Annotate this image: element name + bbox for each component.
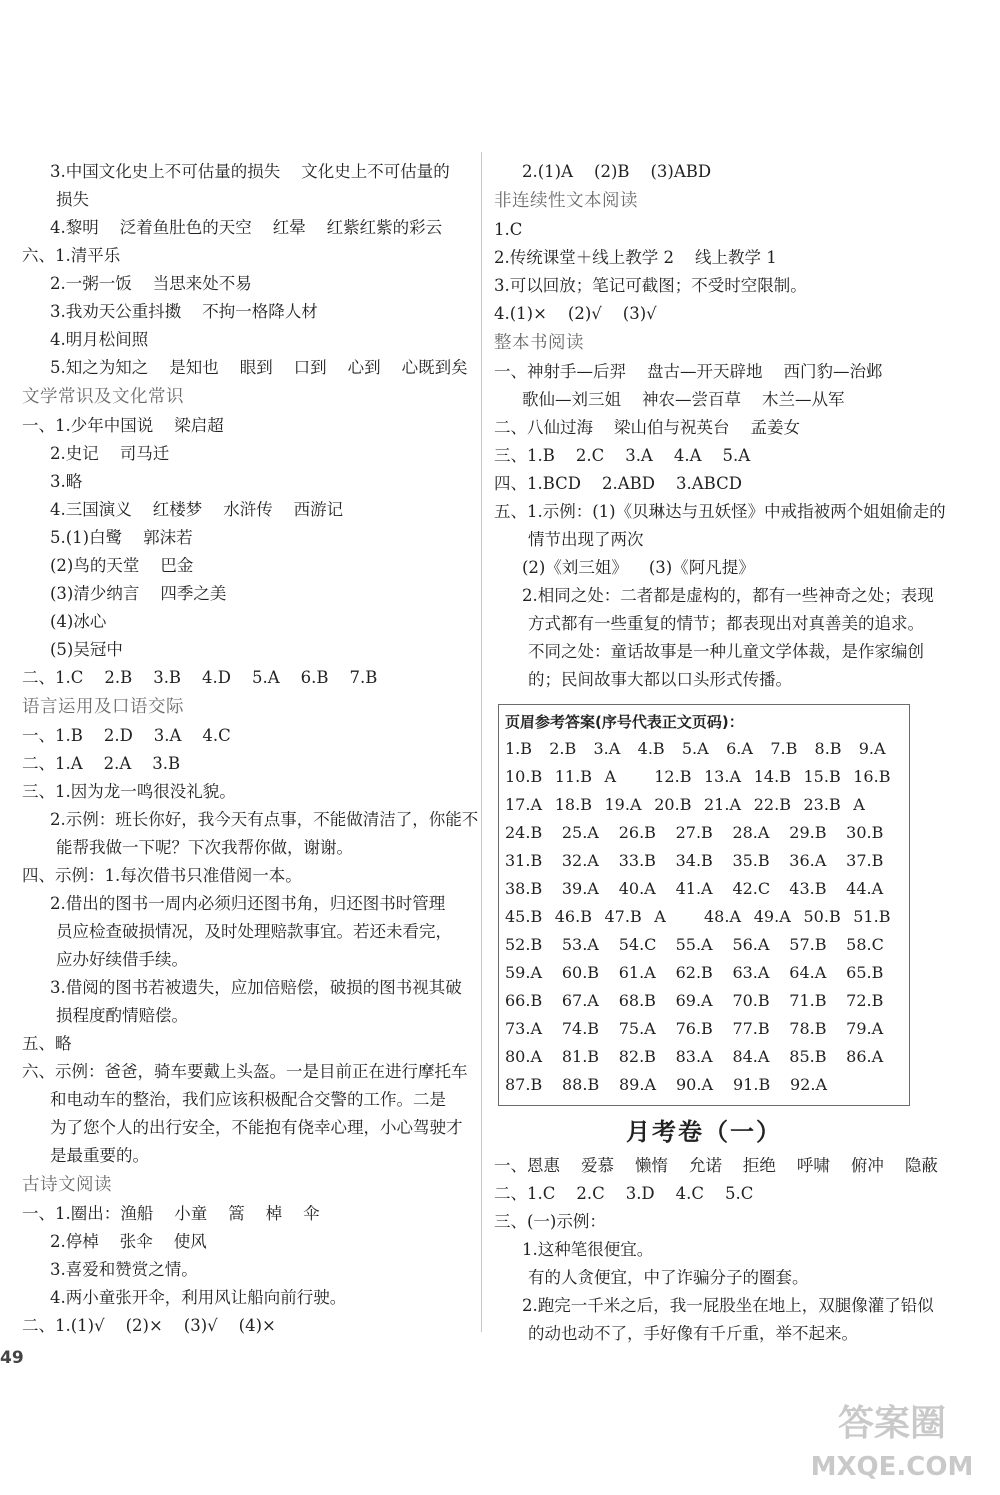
answer-line: 损程度酌情赔偿。 [56,1006,188,1025]
answer-cell: 54.C [618,935,657,954]
answer-line: (5)吴冠中 [50,640,123,659]
answer-row [505,735,903,763]
answer-line: 的；民间故事大都以口头形式传播。 [528,670,792,689]
answer-line: 2.示例：班长你好，我今天有点事，不能做清洁了，你能不 [50,810,479,829]
answer-cell: 57.B [789,935,827,954]
answer-cell: 20.B [654,795,692,814]
answer-cell: 24.B [505,823,543,842]
answer-cell: 18.B [554,795,592,814]
answer-line: 二、八仙过海 梁山伯与祝英台 孟姜女 [494,418,800,437]
answer-cell: 70.B [732,991,770,1010]
answer-cell: 15.B [803,767,841,786]
answer-line: 1.C [494,220,523,239]
answer-line: 四、1.BCD 2.ABD 3.ABCD [494,474,742,493]
answer-line: 4.两小童张开伞，利用风让船向前行驶。 [50,1288,347,1307]
answer-cell: 85.B [789,1047,827,1066]
answer-row [505,791,903,819]
answer-cell: 42.C [732,879,771,898]
answer-line: 2.史记 司马迁 [50,444,170,463]
answer-line: 3.喜爱和赞赏之情。 [50,1260,198,1279]
answer-cell: 50.B [803,907,841,926]
answer-cell: 3.A [593,739,621,758]
answer-cell: 13.A [704,767,741,786]
answer-line: (4)冰心 [50,612,107,631]
answer-cell: 91.B [733,1075,771,1094]
answer-cell: 62.B [675,963,713,982]
answer-cell: 73.A [505,1019,542,1038]
answer-cell: 32.A [561,851,599,870]
answer-line: 4.三国演义 红楼梦 水浒传 西游记 [50,500,344,519]
answer-cell: 92.A [790,1075,827,1094]
section-heading: 语言运用及口语交际 [22,697,184,717]
watermark-title: 答案圈 [837,1403,947,1444]
section-heading: 整本书阅读 [494,333,584,353]
answer-line: 3.中国文化史上不可估量的损失 文化史上不可估量的 [50,162,450,181]
answer-cell: 79.A [846,1019,884,1038]
answer-cell: 58.C [846,935,884,954]
answer-line: 4.明月松间照 [50,330,149,349]
answer-row [505,763,903,791]
answer-line: 六、示例：爸爸，骑车要戴上头盔。一是目前正在进行摩托车 [22,1062,468,1081]
answer-cell: 41.A [675,879,713,898]
header-answer-box [498,704,910,1106]
answer-cell: 76.B [675,1019,713,1038]
answer-row [505,931,903,959]
answer-line: 为了您个人的出行安全，不能抱有侥幸心理，小心驾驶才 [50,1118,463,1137]
answer-cell: 49.A [753,907,791,926]
answer-cell: 27.B [675,823,713,842]
answer-cell: 19.A [604,795,642,814]
answer-cell: 38.B [505,879,543,898]
answer-line: 损失 [56,190,89,209]
answer-line: 4.黎明 泛着鱼肚色的天空 红晕 红紫红紫的彩云 [50,218,443,237]
answer-cell: 39.A [561,879,599,898]
answer-line: 六、1.清平乐 [22,246,121,265]
answer-cell: 56.A [732,935,770,954]
answer-cell: 35.B [732,851,770,870]
answer-line: 是最重要的。 [50,1146,149,1165]
answer-cell: 4.B [637,739,665,758]
answer-line: (2)鸟的天堂 巴金 [50,556,194,575]
right-column [494,158,946,1348]
answer-line: 三、1.因为龙一鸣很没礼貌。 [22,782,236,801]
answer-cell: 10.B [505,767,543,786]
answer-line: 一、1.少年中国说 梁启超 [22,416,224,435]
section-heading: 古诗文阅读 [22,1175,112,1195]
answer-cell: 43.B [789,879,827,898]
answer-cell: 48.A [704,907,741,926]
answer-cell: 90.A [676,1075,713,1094]
answer-cell: 16.B [853,767,891,786]
answer-row [505,987,903,1015]
answer-cell: 11.B [554,767,592,786]
answer-cell: 9.A [858,739,886,758]
answer-line: 三、1.B 2.C 3.A 4.A 5.A [494,446,751,465]
answer-line: 有的人贪便宜，中了诈骗分子的圈套。 [528,1268,809,1287]
answer-line: 和电动车的整治，我们应该积极配合交警的工作。二是 [50,1090,446,1109]
answer-cell: 81.B [561,1047,600,1066]
answer-cell: 8.B [814,739,842,758]
answer-cell: 59.A [505,963,542,982]
answer-cell: 21.A [704,795,741,814]
answer-cell: 82.B [618,1047,656,1066]
answer-line: 员应检查破损情况，及时处理赔款事宜。若还未看完， [56,922,452,941]
answer-cell: 6.A [726,739,753,758]
answer-cell: 87.B [505,1075,543,1094]
answer-cell: 65.B [846,963,884,982]
answer-line: 歌仙—刘三姐 神农—尝百草 木兰—从军 [522,390,845,409]
answer-cell: 74.B [561,1019,600,1038]
answer-line: 3.略 [50,472,83,491]
answer-line: 4.(1)× (2)√ (3)√ [494,304,657,323]
exam-title: 月考卷（一） [626,1118,782,1146]
answer-line: 应办好续借手续。 [56,950,188,969]
answer-cell: 1.B [505,739,533,758]
answer-cell: 77.B [732,1019,770,1038]
answer-cell: 5.A [681,739,709,758]
answer-line: 三、(一)示例： [494,1212,606,1231]
answer-box-title: 页眉参考答案(序号代表正文页码)： [505,713,744,731]
answer-cell: 36.A [789,851,827,870]
answer-grid [505,735,903,1099]
watermark-logo [802,1390,982,1490]
answer-cell: 46.B [554,907,592,926]
answer-row [505,903,903,931]
answer-cell: 34.B [675,851,713,870]
answer-cell: 55.A [675,935,713,954]
answer-line: 二、1.(1)√ (2)× (3)√ (4)× [22,1316,276,1335]
left-column [22,158,479,1340]
answer-line: 五、1.示例：(1)《贝琳达与丑妖怪》中戒指被两个姐姐偷走的 [494,502,946,521]
answer-cell: 40.A [618,879,656,898]
answer-line: (3)清少纳言 四季之美 [50,584,227,603]
answer-cell: 22.B [753,795,791,814]
answer-line: 3.借阅的图书若被遗失，应加倍赔偿，破损的图书视其破 [50,978,462,997]
answer-line: 一、恩惠 爱慕 懒惰 允诺 拒绝 呼啸 俯冲 隐蔽 [494,1156,938,1175]
answer-cell: 12.B [654,767,692,786]
answer-cell: 44.A [846,879,884,898]
answer-line: 二、1.A 2.A 3.B [22,754,181,773]
answer-cell: 33.B [618,851,656,870]
answer-cell: 26.B [618,823,656,842]
answer-line: 2.传统课堂＋线上教学 2 线上教学 1 [494,248,777,267]
answer-line: 1.这种笔很便宜。 [522,1240,654,1259]
answer-line: 五、略 [22,1034,72,1053]
answer-cell: 31.B [505,851,543,870]
answer-line: 二、1.C 2.B 3.B 4.D 5.A 6.B 7.B [22,668,378,687]
answer-line: 2.(1)A (2)B (3)ABD [522,162,712,181]
answer-cell: 60.B [561,963,600,982]
answer-cell: 52.B [505,935,543,954]
answer-row [505,959,903,987]
answer-line: 5.知之为知之 是知也 眼到 口到 心到 心既到矣 [50,358,468,377]
answer-line: 四、示例：1.每次借书只准借阅一本。 [22,866,302,885]
answer-cell: 61.A [618,963,656,982]
answer-cell: 23.B [803,795,841,814]
answer-row [505,1043,903,1071]
answer-cell: 51.B [853,907,891,926]
answer-cell: 63.A [732,963,770,982]
answer-row [505,847,903,875]
answer-cell: A [604,767,617,786]
answer-cell: A [853,795,865,814]
answer-cell: 30.B [846,823,884,842]
answer-cell: 37.B [846,851,884,870]
answer-cell: 66.B [505,991,543,1010]
answer-row [505,1071,903,1099]
answer-row [505,1015,903,1043]
answer-cell: 29.B [789,823,827,842]
answer-cell: 86.A [846,1047,884,1066]
answer-line: 2.跑完一千米之后，我一屁股坐在地上，双腿像灌了铅似 [522,1296,934,1315]
answer-cell: 45.B [505,907,543,926]
watermark-url: MXQE.COM [810,1452,974,1482]
answer-cell: 75.A [618,1019,656,1038]
column-divider [481,152,482,1332]
answer-cell: 17.A [505,795,542,814]
answer-cell: 88.B [562,1075,600,1094]
answer-cell: 64.A [789,963,827,982]
section-heading: 文学常识及文化常识 [22,387,184,407]
answer-line: 的动也动不了，手好像有千斤重，举不起来。 [528,1324,858,1343]
answer-line: 一、1.B 2.D 3.A 4.C [22,726,231,745]
answer-cell: 80.A [505,1047,542,1066]
answer-cell: 71.B [789,991,827,1010]
answer-cell: 69.A [675,991,713,1010]
answer-cell: A [654,907,666,926]
answer-line: 2.停棹 张伞 使风 [50,1232,207,1251]
answer-line: 一、神射手—后羿 盘古—开天辟地 西门豹—治邺 [494,362,883,381]
answer-cell: 7.B [770,739,798,758]
page-number: 49 [0,1348,24,1368]
section-heading: 非连续性文本阅读 [494,191,638,211]
answer-cell: 89.A [619,1075,656,1094]
answer-row [505,819,903,847]
answer-cell: 14.B [753,767,791,786]
answer-cell: 68.B [618,991,656,1010]
answer-cell: 84.A [732,1047,770,1066]
answer-cell: 72.B [846,991,884,1010]
answer-line: 能帮我做一下呢？下次我帮你做，谢谢。 [56,838,353,857]
answer-cell: 2.B [549,739,577,758]
answer-row [505,875,903,903]
answer-line: 3.我劝天公重抖擞 不拘一格降人材 [50,302,318,321]
answer-cell: 47.B [604,907,642,926]
answer-line: 方式都有一些重复的情节；都表现出对真善美的追求。 [528,614,924,633]
answer-line: 2.相同之处：二者都是虚构的，都有一些神奇之处；表现 [522,586,934,605]
answer-line: 一、1.圈出：渔船 小童 篙 棹 伞 [22,1204,320,1223]
answer-line: 2.一粥一饭 当思来处不易 [50,274,252,293]
answer-line: 2.借出的图书一周内必须归还图书角，归还图书时管理 [50,894,446,913]
answer-line: 5.(1)白鹭 郭沫若 [50,528,193,547]
answer-cell: 78.B [789,1019,827,1038]
answer-cell: 67.A [561,991,599,1010]
answer-line: 不同之处：童话故事是一种儿童文学体裁，是作家编创 [528,642,924,661]
answer-line: 二、1.C 2.C 3.D 4.C 5.C [494,1184,754,1203]
answer-line: (2)《刘三姐》 (3)《阿凡提》 [522,558,755,577]
answer-cell: 28.A [732,823,770,842]
answer-cell: 83.A [675,1047,713,1066]
answer-line: 情节出现了两次 [528,530,644,549]
answer-line: 3.可以回放；笔记可截图；不受时空限制。 [494,276,807,295]
answer-cell: 25.A [561,823,599,842]
answer-cell: 53.A [561,935,599,954]
